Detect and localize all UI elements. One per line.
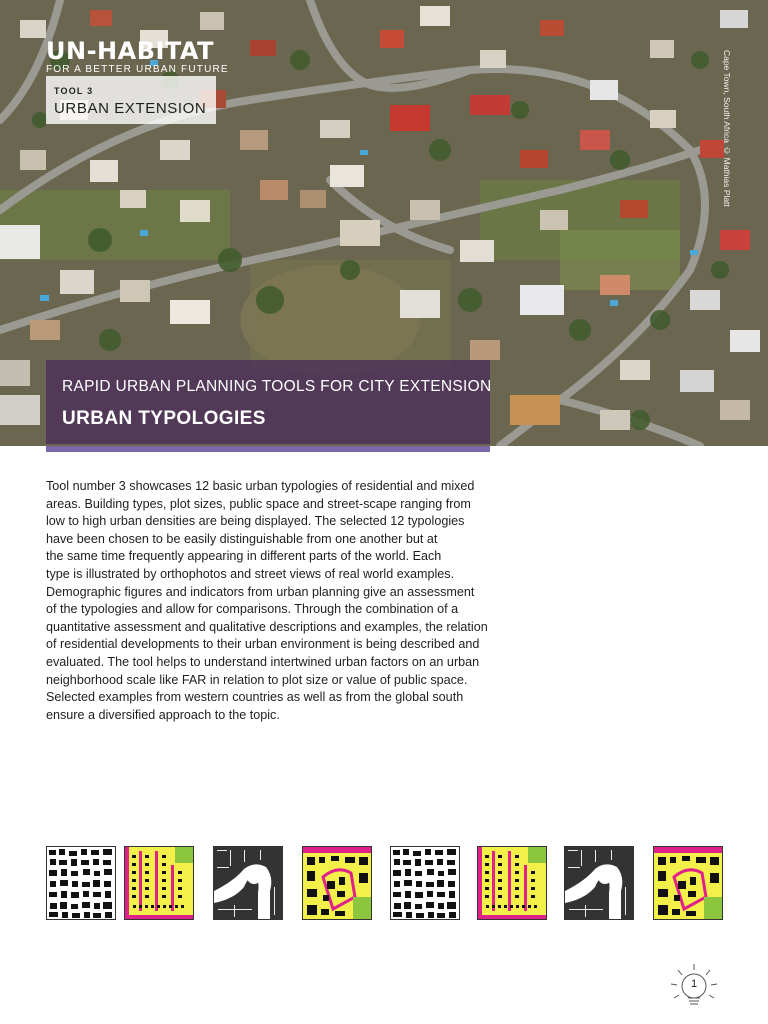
typology-thumbnail-mixed-landuse (302, 846, 372, 920)
typology-thumbnail-cul-de-sac (213, 846, 283, 920)
tool-name: URBAN EXTENSION (54, 100, 207, 117)
text-line: Tool number 3 showcases 12 basic urban typologies of residential and mixed (46, 479, 475, 493)
text-line: have been chosen to be easily distinguishable from one another but at (46, 531, 438, 546)
un-habitat-logo (46, 38, 229, 76)
text-line: type is illustrated by orthophotos and street views of real world examples. (46, 566, 455, 581)
text-line: neighborhood scale like FAR in relation to plot size or value of public space. (46, 672, 468, 687)
typology-thumbnail-landuse-grid (477, 846, 547, 920)
text-line: the same time frequently appearing in different parts of the world. Each (46, 549, 442, 564)
banner-title: URBAN TYPOLOGIES (62, 408, 266, 429)
text-line: Demographic figures and indicators from urban planning give an assessment (46, 584, 475, 599)
banner-subtitle: RAPID URBAN PLANNING TOOLS FOR CITY EXTENSION (62, 378, 492, 395)
photo-credit: Cape Town, South Africa © Mathias Platt (722, 50, 732, 207)
banner-accent-bar (46, 446, 490, 452)
text-line: Selected examples from western countries as well as from the global south (46, 690, 464, 705)
typology-thumbnail-cul-de-sac (564, 846, 634, 920)
typology-thumbnail-figure-ground (46, 846, 116, 920)
hero-aerial-photo (0, 0, 768, 446)
text-line: of the typologies and allow for comparisons. Through the combination of a (46, 602, 459, 617)
logo-tagline: FOR A BETTER URBAN FUTURE (46, 64, 229, 75)
typology-thumbnail-landuse-grid (124, 846, 194, 920)
text-line: quantitative assessment and qualitative descriptions and examples, the relation (46, 619, 488, 634)
typology-thumbnail-mixed-landuse (653, 846, 723, 920)
tool-label-box (46, 76, 216, 124)
text-line: low to high urban densities are being displayed. The selected 12 typologies (46, 514, 465, 529)
typology-thumbnail-figure-ground (390, 846, 460, 920)
page-number: 1 (690, 978, 698, 990)
text-line: ensure a diversified approach to the topic. (46, 707, 280, 722)
text-line: evaluated. The tool helps to understand intertwined urban factors on an urban (46, 654, 480, 669)
tool-number: TOOL 3 (54, 86, 94, 96)
intro-paragraph (46, 478, 496, 724)
title-banner (46, 360, 490, 444)
text-line: of residential developments to their urban environment is being described and (46, 637, 480, 652)
text-line: areas. Building types, plot sizes, public space and street-scape ranging from (46, 496, 471, 511)
logo-wordmark: UN-HABITAT (46, 37, 215, 65)
page-number-badge (668, 962, 720, 1014)
